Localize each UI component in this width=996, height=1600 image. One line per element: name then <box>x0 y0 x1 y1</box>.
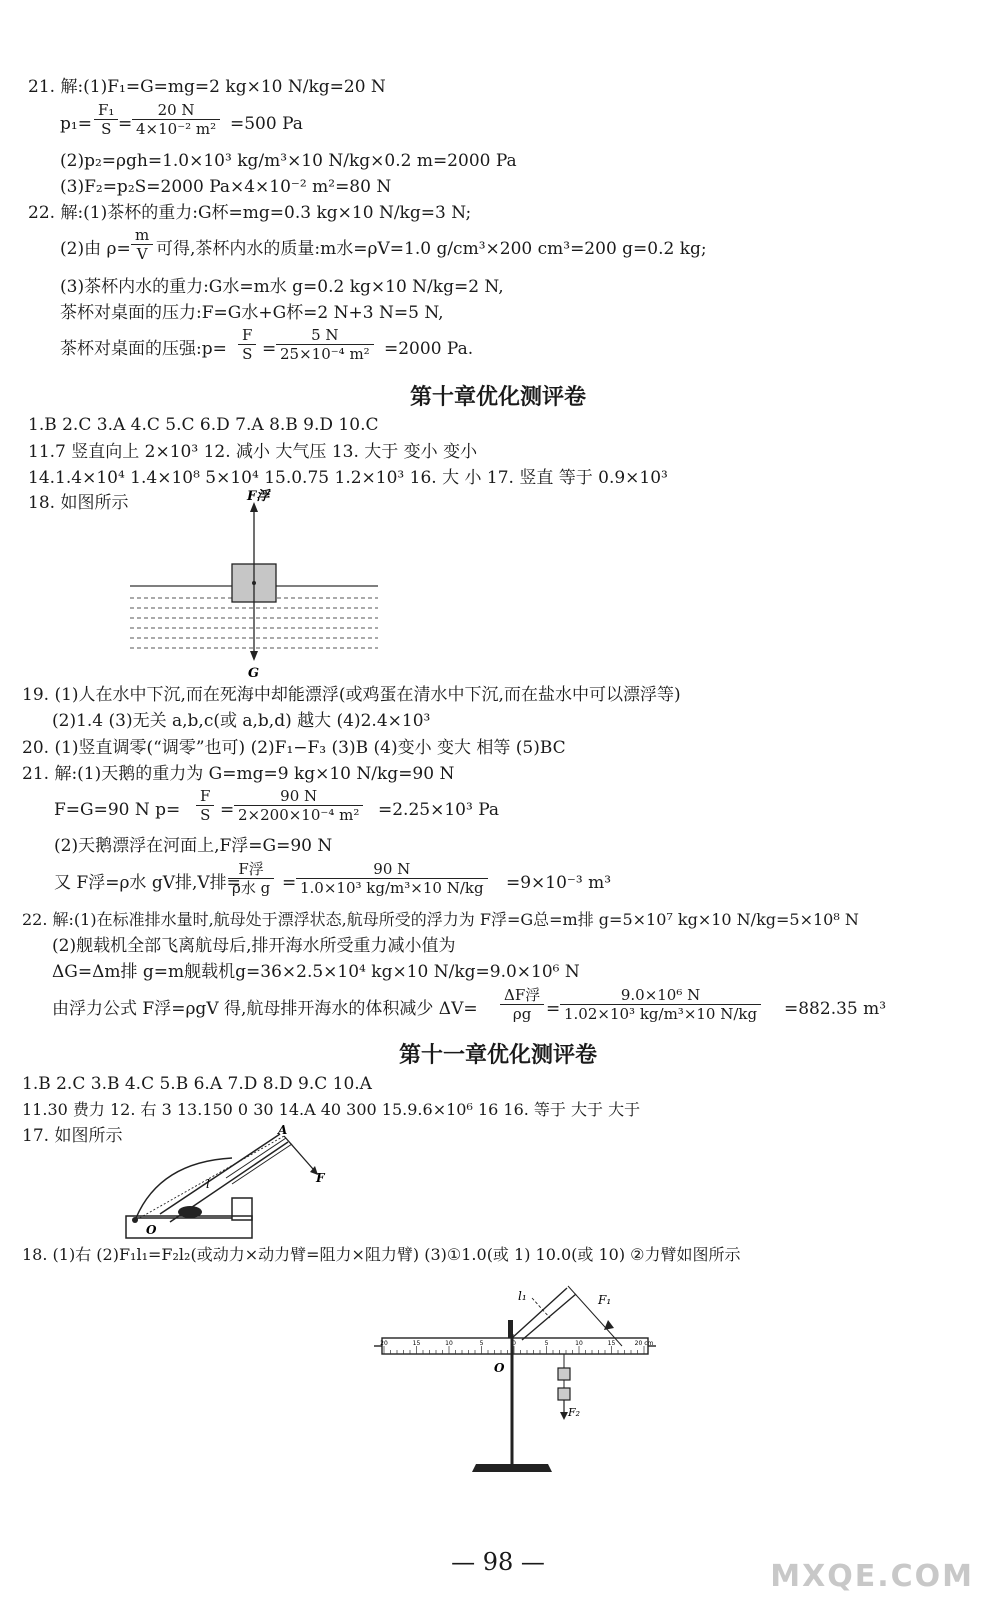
answer-line: 又 F浮=ρ水 gV排,V排= <box>54 873 241 893</box>
answer-line: 由浮力公式 F浮=ρgV 得,航母排开海水的体积减少 ΔV= <box>52 999 478 1019</box>
fraction-denominator: S <box>200 806 211 824</box>
answer-line: =882.35 m³ <box>784 999 887 1019</box>
fraction-denominator: 1.02×10³ kg/m³×10 N/kg <box>564 1005 758 1023</box>
answer-line: p₁= <box>60 114 92 134</box>
answer-line: 18. 如图所示 <box>28 493 129 513</box>
page-number: — 98 — <box>451 1548 545 1576</box>
equals-sign: = <box>546 999 561 1019</box>
section-heading: 第十章优化测评卷 <box>409 385 586 410</box>
fraction <box>234 787 363 824</box>
fraction <box>296 860 488 897</box>
fraction-denominator: 25×10⁻⁴ m² <box>280 345 370 363</box>
answer-line: 18. (1)右 (2)F₁l₁=F₂l₂(或动力×动力臂=阻力×阻力臂) (3)①1.0(或 1) 10.0(或 10) ②力臂如图所示 <box>22 1245 741 1264</box>
fraction <box>276 326 374 363</box>
equals-sign: = <box>282 873 297 893</box>
equals-sign: = <box>118 114 133 134</box>
answer-line: 11.7 竖直向上 2×10³ 12. 减小 大气压 13. 大于 变小 变小 <box>28 442 478 462</box>
answer-line: ΔG=Δm排 g=m舰载机g=36×2.5×10⁴ kg×10 N/kg=9.0×10⁶ N <box>52 962 580 982</box>
fraction-denominator: 4×10⁻² m² <box>136 120 217 138</box>
ruler-tick-label: 20 <box>380 1340 388 1347</box>
fraction-denominator: 1.0×10³ kg/m³×10 N/kg <box>300 879 484 897</box>
answer-line: 14.1.4×10⁴ 1.4×10⁸ 5×10⁴ 15.0.75 1.2×10³ 16. 大 小 17. 竖直 等于 0.9×10³ <box>28 468 668 488</box>
force-F2-label: F₂ <box>568 1406 581 1419</box>
fraction <box>131 226 153 263</box>
fraction-numerator: m <box>131 226 153 245</box>
lever-balance-figure <box>372 1264 662 1484</box>
fraction-denominator: S <box>101 120 112 138</box>
fraction-denominator: ρ水 g <box>232 879 271 897</box>
ruler-tick-label: 5 <box>544 1340 549 1347</box>
fraction <box>238 326 256 363</box>
point-A-label: A <box>278 1123 288 1137</box>
fraction-numerator: 90 N <box>234 787 363 806</box>
fraction-numerator: F浮 <box>228 860 274 879</box>
fraction-numerator: 5 N <box>276 326 374 345</box>
force-F1-label: F₁ <box>598 1293 612 1307</box>
fraction-denominator: ρg <box>512 1005 532 1023</box>
ruler-tick-label: 20 cm <box>634 1340 654 1347</box>
answer-line: 茶杯对桌面的压强:p= <box>60 339 227 359</box>
answer-line: 17. 如图所示 <box>22 1126 123 1146</box>
answer-line: =2000 Pa. <box>384 339 474 359</box>
answer-line: 21. 解:(1)天鹅的重力为 G=mg=9 kg×10 N/kg=90 N <box>22 764 455 784</box>
answer-line: =2.25×10³ Pa <box>378 800 500 820</box>
section-heading: 第十一章优化测评卷 <box>398 1043 597 1068</box>
fraction <box>500 986 544 1023</box>
answer-line: (2)由 ρ= <box>60 239 131 259</box>
lever-arm-label: l <box>206 1177 210 1191</box>
fraction <box>132 101 220 138</box>
lever-figure <box>120 1122 350 1244</box>
answer-line: 22. 解:(1)茶杯的重力:G杯=mg=0.3 kg×10 N/kg=3 N; <box>28 203 472 223</box>
fraction-numerator: 90 N <box>296 860 488 879</box>
answer-line: (3)F₂=p₂S=2000 Pa×4×10⁻² m²=80 N <box>60 177 392 197</box>
answer-line: 22. 解:(1)在标准排水量时,航母处于漂浮状态,航母所受的浮力为 F浮=G总=m排 g=5×10⁷ kg×10 N/kg=5×10⁸ N <box>22 910 859 929</box>
answer-line: =500 Pa <box>230 114 303 134</box>
answer-line: (2)p₂=ρgh=1.0×10³ kg/m³×10 N/kg×0.2 m=2000 Pa <box>60 151 517 171</box>
answer-line: 茶杯对桌面的压力:F=G水+G杯=2 N+3 N=5 N, <box>60 303 444 323</box>
answer-line: 19. (1)人在水中下沉,而在死海中却能漂浮(或鸡蛋在清水中下沉,而在盐水中可以漂浮等) <box>22 685 681 705</box>
fraction-denominator: V <box>136 245 148 263</box>
answer-line: 21. 解:(1)F₁=G=mg=2 kg×10 N/kg=20 N <box>28 77 386 97</box>
answer-line: (2)天鹅漂浮在河面上,F浮=G=90 N <box>54 836 333 856</box>
fraction-denominator: S <box>242 345 253 363</box>
lever-arm-l1-label: l₁ <box>518 1289 527 1303</box>
answer-line: (3)茶杯内水的重力:G水=m水 g=0.2 kg×10 N/kg=2 N, <box>60 277 504 297</box>
answer-line: 1.B 2.C 3.B 4.C 5.B 6.A 7.D 8.D 9.C 10.A <box>22 1074 372 1094</box>
fraction <box>560 986 761 1023</box>
answer-line: F=G=90 N p= <box>54 800 181 820</box>
fraction-numerator: F₁ <box>94 101 118 120</box>
answer-line: 11.30 费力 12. 右 3 13.150 0 30 14.A 40 300 15.9.6×10⁶ 16 16. 等于 大于 大于 <box>22 1100 641 1119</box>
fraction <box>94 101 118 138</box>
equals-sign: = <box>262 339 277 359</box>
equals-sign: = <box>220 800 235 820</box>
fraction-numerator: 20 N <box>132 101 220 120</box>
fraction <box>196 787 214 824</box>
answer-line: =9×10⁻³ m³ <box>506 873 612 893</box>
fraction-numerator: F <box>238 326 256 345</box>
gravity-label: G <box>248 666 260 681</box>
ruler-tick-label: 10 <box>445 1340 453 1347</box>
answer-line: 1.B 2.C 3.A 4.C 5.C 6.D 7.A 8.B 9.D 10.C <box>28 415 379 435</box>
pivot-O-label: O <box>494 1361 505 1375</box>
ruler-tick-label: 15 <box>607 1340 616 1347</box>
ruler-tick-label: 0 <box>512 1340 516 1347</box>
ruler-tick-label: 10 <box>575 1340 583 1347</box>
fraction-numerator: 9.0×10⁶ N <box>560 986 761 1005</box>
fraction-numerator: F <box>196 787 214 806</box>
fraction-numerator: ΔF浮 <box>500 986 544 1005</box>
fraction <box>228 860 274 897</box>
ruler-tick-label: 15 <box>412 1340 421 1347</box>
fraction-denominator: 2×200×10⁻⁴ m² <box>238 806 360 824</box>
watermark-logo: MXQE.COM <box>770 1559 974 1594</box>
force-F-label: F <box>316 1171 325 1185</box>
buoyancy-label: F浮 <box>247 489 270 504</box>
fulcrum-O-label: O <box>146 1223 157 1237</box>
ruler-tick-label: 5 <box>479 1340 484 1347</box>
buoyancy-figure <box>120 490 390 690</box>
answer-line: 可得,茶杯内水的质量:m水=ρV=1.0 g/cm³×200 cm³=200 g=0.2 kg; <box>156 239 707 259</box>
answer-line: (2)1.4 (3)无关 a,b,c(或 a,b,d) 越大 (4)2.4×10³ <box>52 711 431 731</box>
answer-line: (2)舰载机全部飞离航母后,排开海水所受重力减小值为 <box>52 936 456 956</box>
answer-line: 20. (1)竖直调零(“调零”也可) (2)F₁−F₃ (3)B (4)变小 变大 相等 (5)BC <box>22 738 566 758</box>
